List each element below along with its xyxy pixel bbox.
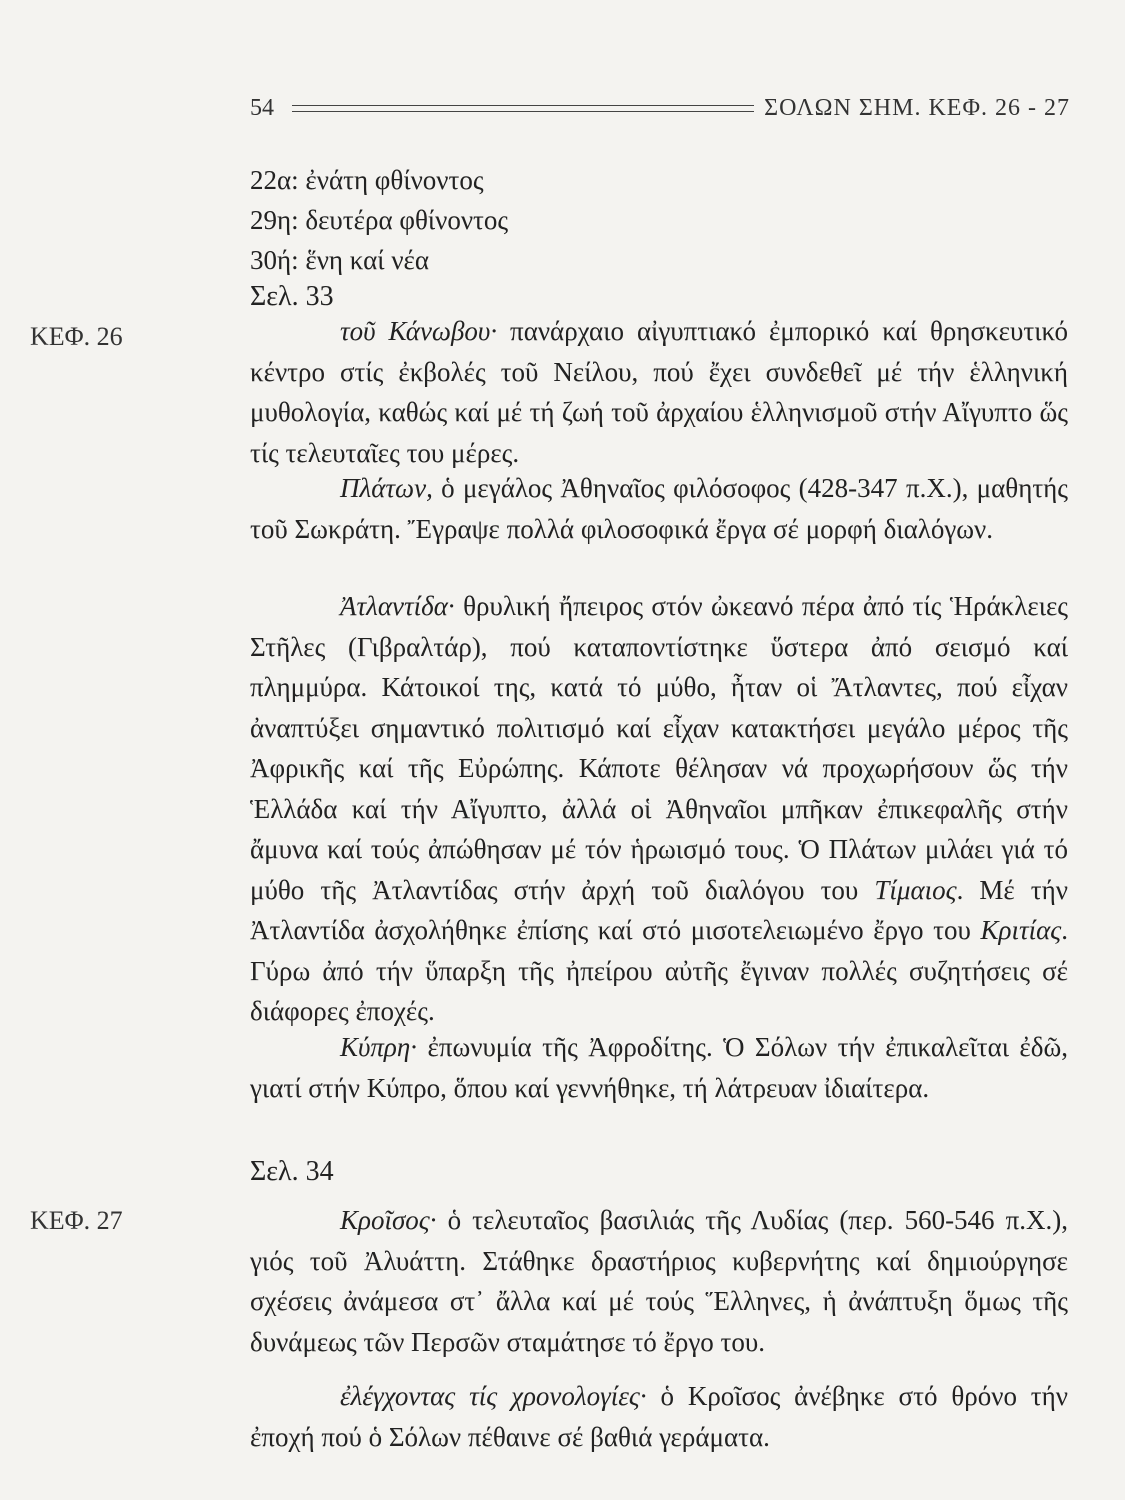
section-heading-sel34: Σελ. 34	[250, 1156, 334, 1187]
entry-text: ὁ τελευταῖος βασιλιάς τῆς Λυδίας (περ. 560-546 π.Χ.), γιός τοῦ Ἀλυάττη. Στάθηκε δραστήριος κυβερνήτης καί δημιούργησε σχέσεις ἀνάμεσα στ᾽ ἄλλα καί μέ τούς Ἕλληνες, ἡ ἀνάπτυξη ὅμως τῆς δυνάμεως τῶν Περσῶν σταμάτησε τό ἔργο του.	[250, 1205, 1068, 1357]
entry-term: Κροῖσος·	[340, 1205, 437, 1235]
entry-term: τοῦ Κάνωβου·	[340, 316, 498, 346]
entry-kroisos	[250, 1200, 1068, 1362]
entry-text: ὁ Κροῖσος ἀνέβηκε στό θρόνο τήν ἐποχή πού ὁ Σόλων πέθαινε σέ βαθιά γεράματα.	[250, 1381, 1068, 1452]
chapter-label-27: ΚΕΦ. 27	[30, 1206, 123, 1235]
entry-text: ἐπωνυμία τῆς Ἀφροδίτης. Ὁ Σόλων τήν ἐπικαλεῖται ἐδῶ, γιατί στήν Κύπρο, ὅπου καί γεννήθηκε, τή λάτρευαν ἰδιαίτερα.	[250, 1032, 1068, 1103]
entry-chronologies	[250, 1376, 1068, 1457]
entry-text: ὁ μεγάλος Ἀθηναῖος φιλόσοφος (428-347 π.Χ.), μαθητής τοῦ Σωκράτη. Ἔγραψε πολλά φιλοσοφικά ἔργα σέ μορφή διαλόγων.	[250, 473, 1068, 544]
work-title: Κριτίας	[980, 915, 1062, 945]
header-rule	[292, 105, 754, 112]
entry-text: πανάρχαιο αἰγυπτιακό ἐμπορικό καί θρησκευτικό κέντρο στίς ἐκβολές τοῦ Νείλου, πού ἔχει συνδεθεῖ μέ τήν ἑλληνική μυθολογία, καθώς καί μέ τή ζωή τοῦ ἀρχαίου ἑλληνισμοῦ στήν Αἴγυπτο ὥς τίς τελευταῖες του μέρες.	[250, 316, 1068, 468]
entry-term: Ἀτλαντίδα·	[340, 591, 455, 621]
calendar-lines	[250, 160, 1070, 280]
entry-text: θρυλική ἤπειρος στόν ὠκεανό πέρα ἀπό τίς Ἡράκλειες Στῆλες (Γιβραλτάρ), πού καταποντίστηκε ὕστερα ἀπό σεισμό καί πλημμύρα. Κάτοικοί της, κατά τό μύθο, ἦταν οἱ Ἄτλαντες, πού εἶχαν ἀναπτύξει σημαντικό πολιτισμό καί εἶχαν κατακτήσει μεγάλο μέρος τῆς Ἀφρικῆς καί τῆς Εὐρώπης. Κάποτε θέλησαν νά προχωρήσουν ὥς τήν Ἑλλάδα καί τήν Αἴγυπτο, ἀλλά οἱ Ἀθηναῖοι μπῆκαν ἐπικεφαλῆς στήν ἄμυνα καί τούς ἀπώθησαν μέ τόν ἡρωισμό τους. Ὁ Πλάτων μιλάει γιά τό μύθο τῆς Ἀτλαντίδας στήν ἀρχή τοῦ διαλόγου του	[250, 591, 1068, 905]
chapter-label-26: ΚΕΦ. 26	[30, 322, 123, 351]
page-number: 54	[250, 94, 274, 121]
entry-text: . Μέ τήν Ἀτλαντίδα ἀσχολήθηκε ἐπίσης καί στό μισοτελειωμένο ἔργο του	[250, 874, 1068, 945]
entry-term: ἐλέγχοντας τίς χρονολογίες·	[340, 1381, 647, 1411]
section-heading-sel33: Σελ. 33	[250, 281, 334, 312]
entry-term: Πλάτων,	[340, 473, 433, 503]
entry-platon	[250, 468, 1068, 549]
calendar-line: 30ή: ἕνη καί νέα	[250, 245, 430, 275]
entry-atlantis	[250, 586, 1068, 1032]
calendar-line: 29η: δευτέρα φθίνοντος	[250, 205, 509, 235]
entry-kypri	[250, 1027, 1068, 1108]
entry-kanobos	[250, 311, 1068, 473]
running-title: ΣΟΛΩΝ ΣΗΜ. ΚΕΦ. 26 - 27	[764, 94, 1070, 121]
entry-term: Κύπρη·	[340, 1032, 418, 1062]
running-header	[250, 90, 1070, 126]
work-title: Τίμαιος	[874, 874, 957, 905]
calendar-line: 22α: ἐνάτη φθίνοντος	[250, 165, 484, 195]
entry-text: . Γύρω ἀπό τήν ὕπαρξη τῆς ἠπείρου αὐτῆς ἔγιναν πολλές συζητήσεις σέ διάφορες ἐποχές.	[250, 915, 1068, 1026]
